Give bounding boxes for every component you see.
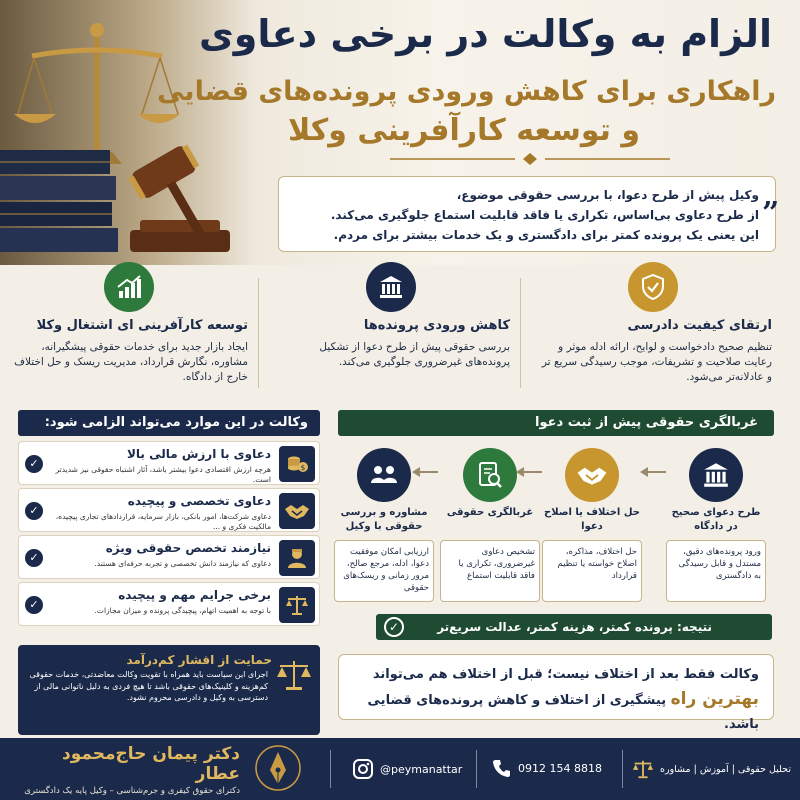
step-text: حل اختلاف، مذاکره، اصلاح خواسته یا تنظیم قرارداد [542, 540, 642, 602]
expert-icon [279, 540, 315, 576]
check-icon: ✓ [25, 502, 43, 520]
services-block [632, 758, 791, 780]
quote-box [278, 176, 776, 252]
document-search-icon [463, 448, 517, 502]
step-title: طرح دعوای صحیح در دادگاه [671, 507, 761, 532]
arrow-icon [640, 466, 666, 478]
instagram-icon [352, 758, 374, 780]
step-title: حل اختلاف یا اصلاح دعوا [544, 507, 640, 532]
handshake-icon [565, 448, 619, 502]
scales-icon [276, 657, 312, 693]
feature-text: ایجاد بازار جدید برای خدمات حقوقی پیشگیرانه، مشاوره، نگارش قرارداد، مدیریت ریسک و حل اختلاف خارج از دادگاه. [14, 341, 248, 383]
divider [330, 750, 331, 788]
screening-heading: غربالگری حقوقی پیش از ثبت دعوا [338, 410, 774, 436]
feature-entrepreneurship [0, 262, 258, 402]
result-banner [376, 614, 772, 640]
case-title: دعاوی تخصصی و پیچیده [127, 494, 271, 508]
author-block [18, 744, 240, 796]
instagram-handle: @peymanattar [380, 762, 463, 776]
support-title: حمایت از اقشار کم‌درآمد [126, 653, 272, 667]
courthouse-icon [689, 448, 743, 502]
phone-icon [492, 758, 512, 778]
final-line2: پیشگیری از اختلاف و کاهش پرونده‌های قضایی باشد. [367, 693, 759, 732]
step-title: مشاوره و بررسی حقوقی با وکیل [340, 507, 428, 532]
coins-icon [279, 446, 315, 482]
feature-title: کاهش ورودی پرونده‌ها [363, 318, 510, 333]
step-text: تشخیص دعاوی غیرضروری، تکراری یا فاقد قابلیت استماع [440, 540, 540, 602]
step-text: ورود پرونده‌های دقیق، مستدل و قابل رسیدگی به دادگستری [666, 540, 766, 602]
feature-title: ارتقای کیفیت دادرسی [627, 318, 772, 333]
courthouse-icon [366, 262, 416, 312]
case-text: دعاوی شرکت‌ها، امور بانکی، بازار سرمایه، قراردادهای تجاری پیچیده، مالکیت فکری و ... [55, 512, 271, 531]
feature-reduce-cases [262, 262, 520, 402]
quote-line: این یعنی یک پرونده کمتر برای دادگستری و یک خدمات بیشتر برای مردم. [333, 228, 759, 242]
growth-chart-icon [104, 262, 154, 312]
divider [520, 278, 521, 388]
author-title: دکترای حقوق کیفری و جرم‌شناسی – وکیل پایه یک دادگستری [24, 786, 240, 796]
check-icon: ✓ [25, 549, 43, 567]
feature-text: تنظیم صحیح دادخواست و لوایح، ارائه ادله موثر و رعایت صلاحیت و تشریفات، موجب رسیدگی سریع تر و عادلانه‌تر می‌شود. [541, 341, 772, 383]
final-statement [338, 654, 774, 732]
subtitle-line2: و توسعه کارآفرینی وکلا [288, 113, 640, 148]
phone-number: 0912 154 8818 [518, 761, 602, 775]
phone-link[interactable] [492, 758, 602, 778]
services-text: تحلیل حقوقی | آموزش | مشاوره [660, 763, 791, 775]
main-title: الزام به وکالت در برخی دعاوی [198, 12, 772, 56]
divider [258, 278, 259, 388]
case-text: با توجه به اهمیت اتهام، پیچیدگی پرونده و میزان مجازات. [94, 606, 271, 615]
case-text: هرچه ارزش اقتصادی دعوا بیشتر باشد، آثار اشتباه حقوقی نیز شدیدتر است. [55, 465, 271, 484]
footer [0, 738, 800, 800]
case-item [18, 535, 320, 579]
result-text: نتیجه: پرونده کمتر، هزینه کمتر، عدالت سریع‌تر [437, 620, 712, 634]
step-title: غربالگری حقوقی [446, 507, 534, 518]
feature-text: بررسی حقوقی پیش از طرح دعوا از تشکیل پرونده‌های غیرضروری جلوگیری می‌کند. [319, 341, 510, 368]
final-line1: وکالت فقط بعد از اختلاف نیست؛ قبل از اختلاف هم می‌تواند [372, 667, 759, 682]
svg-text:$: $ [300, 464, 306, 472]
ornament-divider [380, 152, 680, 166]
cases-heading: وکالت در این موارد می‌تواند الزامی شود: [18, 410, 320, 436]
case-item [18, 582, 320, 626]
scales-icon [279, 587, 315, 623]
check-icon: ✓ [25, 455, 43, 473]
shield-check-icon [628, 262, 678, 312]
step-resolve [542, 448, 642, 602]
gavel-image [110, 120, 250, 260]
case-title: دعاوی با ارزش مالی بالا [126, 447, 271, 461]
quote-mark: ” [762, 196, 780, 231]
final-highlight: بهترین راه [670, 689, 759, 709]
case-item [18, 488, 320, 532]
author-name: دکتر پیمان حاج‌محمود عطار [61, 744, 240, 784]
pen-nib-logo [254, 744, 302, 794]
feature-quality [524, 262, 782, 402]
divider [476, 750, 477, 788]
consult-icon [357, 448, 411, 502]
subtitle-line1: راهکاری برای کاهش ورودی پرونده‌های قضایی [157, 76, 776, 107]
check-icon: ✓ [384, 617, 404, 637]
books-image [0, 150, 120, 255]
instagram-link[interactable] [352, 758, 462, 780]
case-text: دعاوی که نیازمند دانش تخصصی و تجربه حرفه‌ای هستند. [94, 559, 271, 568]
step-court [666, 448, 766, 602]
divider [622, 750, 623, 788]
case-title: برخی جرایم مهم و پیچیده [118, 588, 271, 602]
quote-line: وکیل پیش از طرح دعوا، با بررسی حقوقی موضوع، [456, 188, 759, 202]
step-consult [334, 448, 434, 602]
support-box [18, 645, 320, 735]
step-text: ارزیابی امکان موفقیت دعوا، ادله، مرجع صالح، مرور زمانی و ریسک‌های حقوقی [334, 540, 434, 602]
case-title: نیازمند تخصص حقوقی ویژه [105, 541, 271, 555]
handshake-icon [279, 493, 315, 529]
support-text: اجرای این سیاست باید همراه با تقویت وکالت معاضدتی، خدمات حقوقی کم‌هزینه و کلینیک‌های حقوقی باشد تا هیچ فردی به دلیل ناتوانی مالی از دسترسی به وکیل و دادرسی محروم نشود. [29, 670, 268, 702]
quote-line: از طرح دعاوی بی‌اساس، تکراری یا فاقد قابلیت استماع جلوگیری می‌کند. [330, 208, 759, 222]
check-icon: ✓ [25, 596, 43, 614]
feature-title: توسعه کارآفرینی ای اشتغال وکلا [36, 318, 248, 333]
scales-icon [632, 758, 654, 780]
case-item [18, 441, 320, 485]
step-screening [440, 448, 540, 602]
